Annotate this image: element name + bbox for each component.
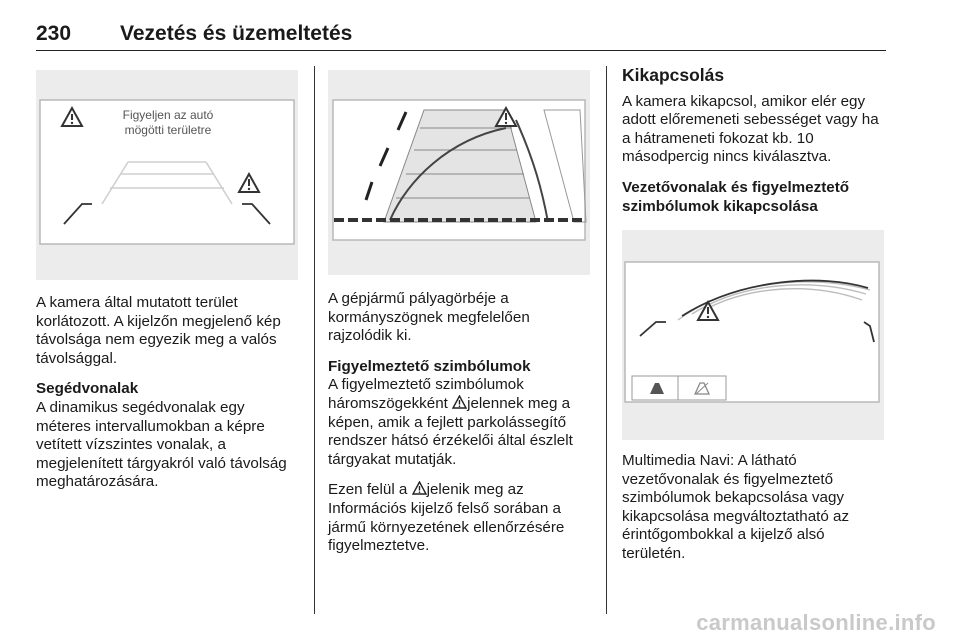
page-number: 230 [36, 22, 72, 45]
section-heading: Figyelmeztető szimbólumok [328, 357, 531, 375]
body-paragraph: A gépjármű pályagörbéje a kormányszögnek megfelelően rajzolódik ki. [328, 290, 530, 345]
page-header [36, 22, 886, 51]
warning-triangle-icon [452, 395, 467, 409]
body-paragraph: A kamera kikapcsol, amikor elér egy adott előremeneti sebességet vagy ha a hátrameneti fokozat kb. 10 másodpercig nincs kiválasztva. [622, 92, 879, 166]
column-3-text-bottom [622, 452, 888, 576]
watermark: carmanualsonline.info [696, 610, 936, 635]
body-paragraph: Multimedia Navi: A látható vezetővonalak és figyelmeztető szimbólumok bekapcsolása vagy kikapcsolása megváltoztatható az érintőgombokkal a kijelző alsó területén. [622, 452, 850, 562]
body-paragraph: A dinamikus segédvonalak egy méteres intervallumokban a képre vetített vízszintes vonalak, a megjelenített tárgyakról való távolság meghatározására. [36, 398, 287, 491]
figure-caption-line2: mögötti területre [124, 123, 212, 137]
figure-caption-line1: Figyeljen az autó [122, 108, 214, 122]
column-divider [606, 66, 607, 614]
guide-lines-off-figure [622, 230, 884, 440]
section-heading: Kikapcsolás [622, 65, 725, 85]
column-1-text [36, 294, 298, 504]
column-3-text-top [622, 66, 888, 228]
page-title: Vezetés és üzemeltetés [120, 22, 353, 45]
trajectory-figure [328, 70, 590, 275]
camera-view-figure [36, 70, 298, 280]
sub-heading: Vezetővonalak és figyelmeztető szimbólumok kikapcsolása [622, 178, 850, 215]
warning-triangle-icon [412, 481, 427, 495]
body-paragraph: A kamera által mutatott terület korlátozott. A kijelzőn megjelenő kép távolsága nem egyezik meg a valós távolsággal. [36, 294, 281, 367]
section-heading: Segédvonalak [36, 380, 139, 398]
column-2-text: A gépjármű pályagörbéje a kormányszögnek megfelelően rajzolódik ki. Figyelmeztető szimbólumok A figyelmeztető szimbólumok háromszögekként jelennek meg a képen, amik a fejlett parkolássegítő rendszer hátsó érzékelői által észlelt tárgyakat mutatják. Ezen felül a jelenik meg az Információs kijelző felső sorában a jármű környezetének ellenőrzésére figyelmeztetve. [328, 290, 590, 568]
column-divider [314, 66, 315, 614]
